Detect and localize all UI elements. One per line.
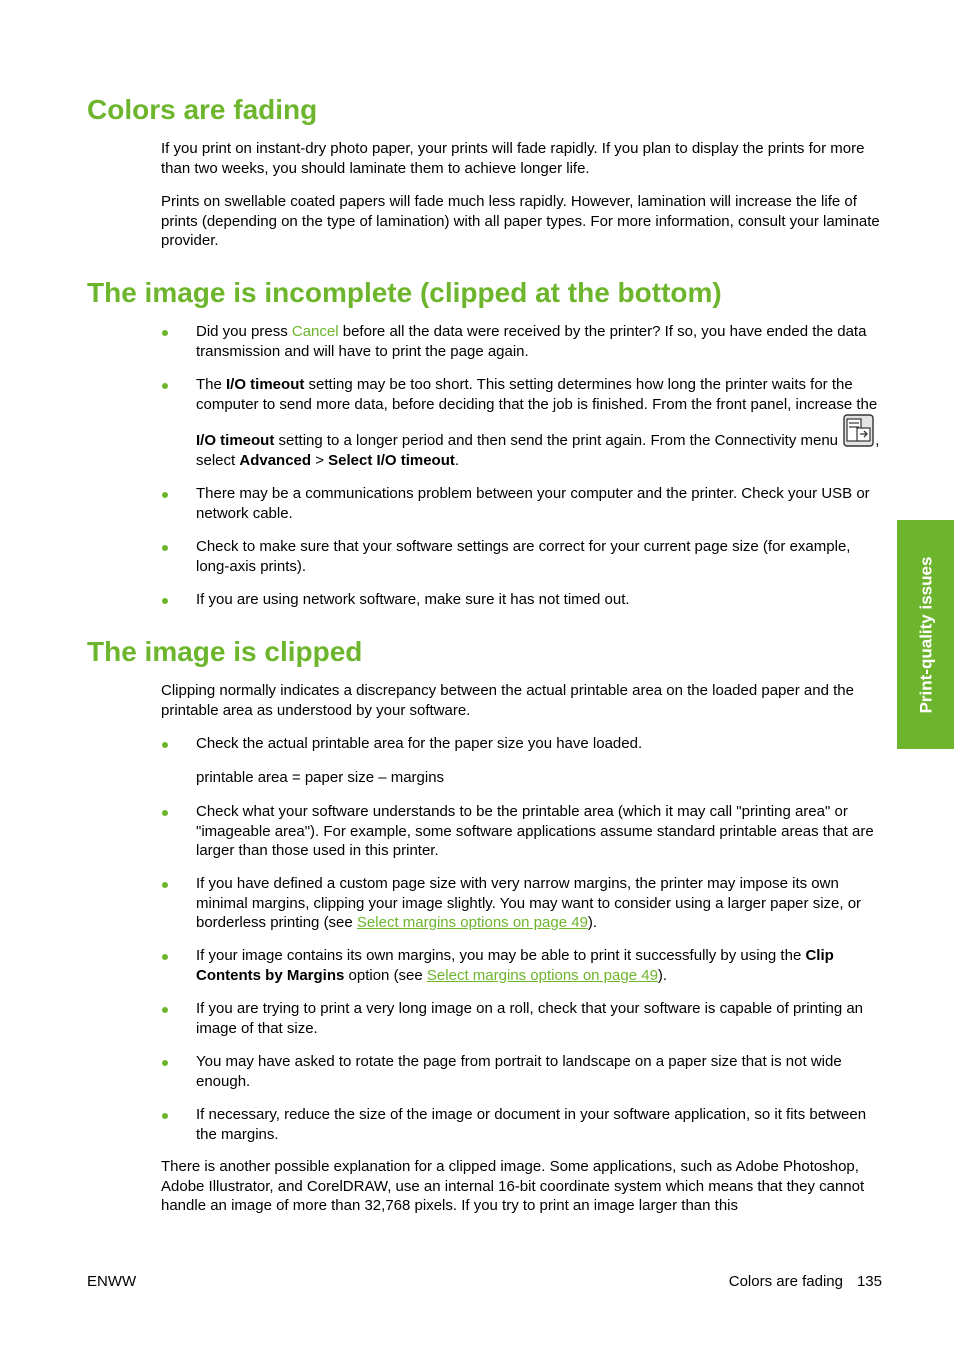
paragraph-clipping-intro: Clipping normally indicates a discrepancy between the actual printable area on the loaded paper and the printable area as understood by your software. [161, 682, 854, 719]
list-item-own-margins: If your image contains its own margins, you may be able to print it successfully by using the Clip Contents by Margins option (see Select margins options on page 49). [161, 946, 883, 985]
heading-colors-fading: Colors are fading [87, 94, 318, 125]
bullet-icon [162, 954, 168, 960]
list-item-custom-size: If you have defined a custom page size with very narrow margins, the printer may impose its own minimal margins, clipping your image slightly. You may want to consider using a larger paper size, or borderless printing (see Select margins options on page 49). [161, 874, 883, 933]
list-item-check-area: Check the actual printable area for the paper size you have loaded. [161, 734, 883, 754]
list-item-software-area: Check what your software understands to be the printable area (which it may call "printing area" or "imageable area"). For example, some software applications assume standard printable areas that are larger than those used in this printer. [161, 802, 883, 861]
page-number: 135 [856, 1273, 882, 1290]
bullet-icon [162, 742, 168, 748]
list-item-communications: There may be a communications problem between your computer and the printer. Check your USB or network cable. [161, 484, 883, 523]
bullet-icon [162, 1007, 168, 1013]
side-tab-label: Print-quality issues [915, 556, 935, 713]
heading-image-clipped: The image is clipped [87, 636, 363, 667]
list-item-io-timeout: The I/O timeout setting may be too short. This setting determines how long the printer waits for the computer to send more data, before deciding that the job is finished. From the front panel, increase the I/O timeout setting to a longer period and then send the print again. From the Connectivity menu , select Advanced > Select I/O timeout. [161, 375, 883, 470]
list-item-cancel: Did you press Cancel before all the data were received by the printer? If so, you have ended the data transmission and will have to print the page again. [161, 322, 883, 361]
formula-printable-area: printable area = paper size – margins [196, 769, 445, 786]
list-item-page-size: Check to make sure that your software settings are correct for your current page size (for example, long-axis prints). [161, 537, 883, 576]
footer-section-page [729, 1272, 882, 1292]
bullet-icon [162, 383, 168, 389]
footer-enww: ENWW [87, 1273, 137, 1290]
cancel-keyword: Cancel [291, 323, 339, 340]
bullet-icon [162, 1060, 168, 1066]
bullet-icon [162, 810, 168, 816]
heading-image-incomplete: The image is incomplete (clipped at the bottom) [87, 277, 722, 308]
bullet-icon [162, 598, 168, 604]
paragraph-swellable: Prints on swellable coated papers will fade much less rapidly. However, lamination will increase the life of prints (depending on the type of lamination) with all paper types. For more information, consult your laminate provider. [161, 193, 880, 249]
list-item-rotate: You may have asked to rotate the page from portrait to landscape on a paper size that is not wide enough. [161, 1052, 883, 1091]
list-item-long-image: If you are trying to print a very long image on a roll, check that your software is capable of printing an image of that size. [161, 999, 883, 1038]
chapter-side-tab [897, 520, 954, 749]
bullet-icon [162, 1113, 168, 1119]
bullet-icon [162, 492, 168, 498]
list-item-network: If you are using network software, make sure it has not timed out. [161, 590, 883, 610]
bullet-icon [162, 882, 168, 888]
bullet-icon [162, 545, 168, 551]
paragraph-16bit: There is another possible explanation for a clipped image. Some applications, such as Adobe Photoshop, Adobe Illustrator, and CorelDRAW, use an internal 16-bit coordinate system which means that they cannot handle an image of more than 32,768 pixels. If you try to print an image larger than this [161, 1158, 865, 1214]
bullet-icon [162, 330, 168, 336]
footer-section-title: Colors are fading [728, 1273, 843, 1290]
paragraph-instant-dry: If you print on instant-dry photo paper, your prints will fade rapidly. If you plan to display the prints for more than two weeks, you should laminate them to achieve longer life. [161, 140, 865, 177]
select-margins-link[interactable]: Select margins options on page 49 [356, 914, 588, 931]
connectivity-menu-icon [843, 414, 874, 447]
list-item-reduce-size: If necessary, reduce the size of the image or document in your software application, so it fits between the margins. [161, 1105, 883, 1144]
select-margins-link[interactable]: Select margins options on page 49 [426, 966, 658, 984]
